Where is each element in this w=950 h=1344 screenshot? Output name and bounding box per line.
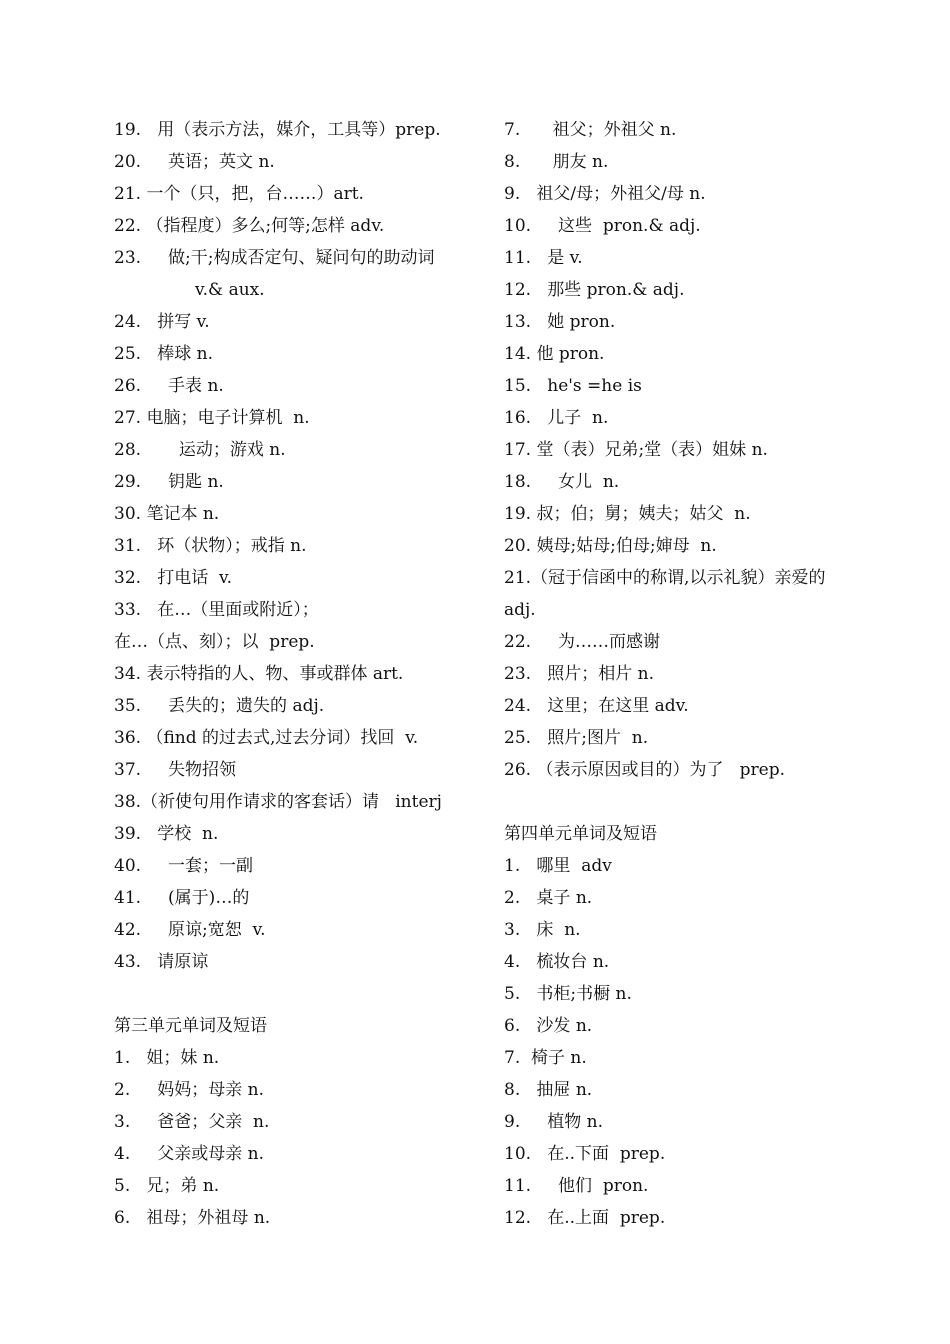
left-column-line: 41. (属于)…的 <box>114 888 250 908</box>
spacer <box>114 978 484 1010</box>
right-column-line: 10. 在..下面 prep. <box>504 1144 666 1164</box>
left-column-line: 25. 棒球 n. <box>114 344 214 364</box>
right-column-line: 6. 沙发 n. <box>504 1016 593 1036</box>
left-column-line: 4. 父亲或母亲 n. <box>114 1144 264 1164</box>
right-column-line: 3. 床 n. <box>504 920 581 940</box>
right-column-line: 7. 祖父；外祖父 n. <box>504 120 677 140</box>
left-column-line: 34. 表示特指的人、物、事或群体 art. <box>114 664 404 684</box>
right-column-line: 21.（冠于信函中的称谓,以示礼貌）亲爱的 <box>504 568 826 588</box>
left-column-line: 在…（点、刻）；以 prep. <box>114 632 315 652</box>
left-column-line: 30. 笔记本 n. <box>114 504 220 524</box>
right-column-line: 14. 他 pron. <box>504 344 605 364</box>
right-column-line: 12. 在..上面 prep. <box>504 1208 666 1228</box>
left-column-line: 35. 丢失的；遗失的 adj. <box>114 696 325 716</box>
left-column-line: 28. 运动；游戏 n. <box>114 440 286 460</box>
left-column-line: 33. 在…（里面或附近）； <box>114 600 319 620</box>
right-column-line: 2. 桌子 n. <box>504 888 593 908</box>
left-column-line: 37. 失物招领 <box>114 760 237 780</box>
right-column-line: 8. 朋友 n. <box>504 152 609 172</box>
right-column-line: 5. 书柜;书橱 n. <box>504 984 632 1004</box>
left-column-line: 32. 打电话 v. <box>114 568 233 588</box>
right-column-line: 16. 儿子 n. <box>504 408 609 428</box>
right-column-line: 20. 姨母;姑母;伯母;婶母 n. <box>504 536 717 556</box>
right-column-line: 13. 她 pron. <box>504 312 616 332</box>
left-column-line: 36. （find 的过去式,过去分词）找回 v. <box>114 728 419 748</box>
right-column-line: 11. 是 v. <box>504 248 583 268</box>
right-column-line: 9. 祖父/母；外祖父/母 n. <box>504 184 706 204</box>
left-column <box>114 114 484 1234</box>
right-column-line: 8. 抽屉 n. <box>504 1080 593 1100</box>
right-column-line: 第四单元单词及短语 <box>504 824 657 844</box>
left-column-line: 19. 用（表示方法，媒介，工具等）prep. <box>114 120 441 140</box>
right-column-line: 10. 这些 pron.& adj. <box>504 216 701 236</box>
right-column-line: 19. 叔；伯；舅；姨夫；姑父 n. <box>504 504 751 524</box>
left-column-line: 24. 拼写 v. <box>114 312 210 332</box>
right-column-line: 12. 那些 pron.& adj. <box>504 280 685 300</box>
left-column-line: 21. 一个（只，把，台……）art. <box>114 184 364 204</box>
right-column-line: 11. 他们 pron. <box>504 1176 649 1196</box>
right-column-line: 4. 梳妆台 n. <box>504 952 610 972</box>
right-column-line: 22. 为……而感谢 <box>504 632 661 652</box>
left-column-line: 26. 手表 n. <box>114 376 224 396</box>
left-column-line: 43. 请原谅 <box>114 952 209 972</box>
right-column-line: 24. 这里；在这里 adv. <box>504 696 689 716</box>
right-column-line: 17. 堂（表）兄弟;堂（表）姐妹 n. <box>504 440 768 460</box>
left-column-line: 20. 英语；英文 n. <box>114 152 275 172</box>
left-column-line: 29. 钥匙 n. <box>114 472 224 492</box>
left-column-line: 23. 做;干;构成否定句、疑问句的助动词 <box>114 248 435 268</box>
right-column-line: 23. 照片；相片 n. <box>504 664 655 684</box>
right-column-line: adj. <box>504 600 536 620</box>
right-column-line: 7. 椅子 n. <box>504 1048 587 1068</box>
left-column-line: 22. （指程度）多么;何等;怎样 adv. <box>114 216 385 236</box>
right-column-line: 1. 哪里 adv <box>504 856 612 876</box>
left-column-line: 6. 祖母；外祖母 n. <box>114 1208 271 1228</box>
right-column-line: 18. 女儿 n. <box>504 472 620 492</box>
right-column <box>504 114 884 1234</box>
left-column-line: 31. 环（状物）；戒指 n. <box>114 536 307 556</box>
left-column-line: 1. 姐；妹 n. <box>114 1048 220 1068</box>
left-column-line: 42. 原谅;宽恕 v. <box>114 920 266 940</box>
right-column-line: 15. he's =he is <box>504 376 642 396</box>
left-column-line: 第三单元单词及短语 <box>114 1016 267 1036</box>
right-column-line: 25. 照片;图片 n. <box>504 728 649 748</box>
left-column-line: 5. 兄；弟 n. <box>114 1176 220 1196</box>
left-column-line: v.& aux. <box>114 280 265 300</box>
right-column-line: 26. （表示原因或目的）为了 prep. <box>504 760 786 780</box>
left-column-line: 39. 学校 n. <box>114 824 219 844</box>
left-column-line: 38.（祈使句用作请求的客套话）请 interj <box>114 792 442 812</box>
left-column-line: 2. 妈妈；母亲 n. <box>114 1080 264 1100</box>
left-column-line: 27. 电脑；电子计算机 n. <box>114 408 310 428</box>
left-column-line: 40. 一套；一副 <box>114 856 254 876</box>
spacer <box>504 786 884 818</box>
left-column-line: 3. 爸爸；父亲 n. <box>114 1112 270 1132</box>
right-column-line: 9. 植物 n. <box>504 1112 603 1132</box>
